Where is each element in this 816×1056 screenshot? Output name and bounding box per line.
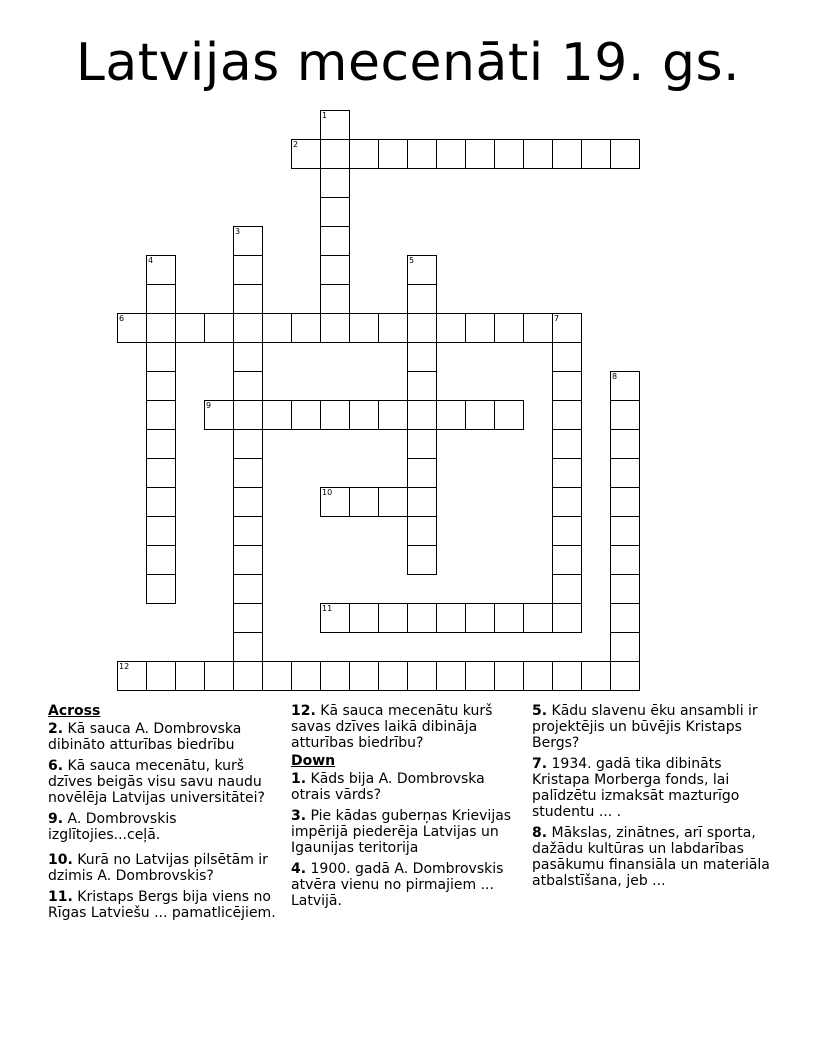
clue-number: 2.: [48, 721, 64, 737]
grid-cell: [320, 603, 350, 633]
grid-cell: [320, 110, 350, 140]
grid-cell: [291, 139, 321, 169]
grid-cell: [233, 371, 263, 401]
grid-cell: [175, 313, 205, 343]
grid-cell: [233, 661, 263, 691]
grid-cell: [552, 487, 582, 517]
clue-number: 8.: [532, 825, 548, 841]
clues-column-2: [291, 703, 523, 914]
grid-cell: [349, 313, 379, 343]
grid-cell: [262, 400, 292, 430]
grid-cell: [349, 487, 379, 517]
grid-cell: [146, 661, 176, 691]
clue-text: A. Dombrovskis izglītojies...ceļā.: [48, 811, 177, 843]
grid-cell: [233, 545, 263, 575]
grid-cell: [146, 400, 176, 430]
grid-cell: [610, 632, 640, 662]
grid-cell: [204, 313, 234, 343]
clue-text: Kristaps Bergs bija viens no Rīgas Latviešu ... pamatlicējiem.: [48, 889, 276, 921]
grid-cell: [465, 661, 495, 691]
grid-cell: [552, 342, 582, 372]
clue-number-label: 8: [612, 372, 618, 381]
grid-cell: [320, 313, 350, 343]
grid-cell: [320, 139, 350, 169]
grid-cell: [146, 313, 176, 343]
clue-number: 10.: [48, 852, 73, 868]
grid-cell: [349, 400, 379, 430]
grid-cell: [146, 255, 176, 285]
clue-down-1: [291, 771, 523, 803]
grid-cell: [436, 313, 466, 343]
grid-cell: [262, 661, 292, 691]
grid-cell: [610, 429, 640, 459]
clue-number: 7.: [532, 756, 548, 772]
grid-cell: [610, 545, 640, 575]
grid-cell: [494, 400, 524, 430]
grid-cell: [407, 255, 437, 285]
grid-cell: [552, 574, 582, 604]
grid-cell: [465, 313, 495, 343]
grid-cell: [233, 284, 263, 314]
clue-number-label: 7: [554, 314, 560, 323]
clue-number: 12.: [291, 703, 316, 719]
clue-text: 1900. gadā A. Dombrovskis atvēra vienu no pirmajiem ... Latvijā.: [291, 861, 504, 909]
page-title: Latvijas mecenāti 19. gs.: [75, 33, 741, 93]
clue-number-label: 2: [293, 140, 299, 149]
grid-cell: [407, 342, 437, 372]
grid-cell: [233, 632, 263, 662]
clues-column-1: [48, 703, 280, 926]
grid-cell: [233, 429, 263, 459]
clue-number-label: 3: [235, 227, 241, 236]
grid-cell: [146, 516, 176, 546]
across-header: Across: [48, 703, 101, 719]
grid-cell: [552, 661, 582, 691]
grid-cell: [378, 139, 408, 169]
grid-cell: [552, 458, 582, 488]
clue-across-6: [48, 758, 280, 806]
grid-cell: [262, 313, 292, 343]
grid-cell: [407, 545, 437, 575]
clue-number: 11.: [48, 889, 73, 905]
grid-cell: [146, 574, 176, 604]
clue-text: Kā sauca mecenātu kurš savas dzīves laikā dibināja atturības biedrību?: [291, 703, 493, 751]
grid-cell: [233, 342, 263, 372]
grid-cell: [233, 255, 263, 285]
grid-cell: [552, 400, 582, 430]
clue-number-label: 11: [322, 604, 333, 613]
grid-cell: [610, 661, 640, 691]
grid-cell: [523, 139, 553, 169]
grid-cell: [320, 226, 350, 256]
grid-cell: [523, 603, 553, 633]
grid-cell: [233, 313, 263, 343]
grid-cell: [233, 603, 263, 633]
grid-cell: [378, 487, 408, 517]
grid-cell: [494, 139, 524, 169]
grid-cell: [610, 487, 640, 517]
grid-cell: [204, 661, 234, 691]
grid-cell: [552, 313, 582, 343]
grid-cell: [117, 661, 147, 691]
grid-cell: [407, 139, 437, 169]
grid-cell: [552, 516, 582, 546]
grid-cell: [320, 284, 350, 314]
grid-cell: [320, 400, 350, 430]
clue-number-label: 9: [206, 401, 212, 410]
grid-cell: [494, 313, 524, 343]
grid-cell: [523, 661, 553, 691]
grid-cell: [610, 458, 640, 488]
grid-cell: [610, 139, 640, 169]
grid-cell: [494, 661, 524, 691]
grid-cell: [146, 545, 176, 575]
clue-number: 5.: [532, 703, 548, 719]
clue-down-5: [532, 703, 772, 751]
grid-cell: [552, 371, 582, 401]
grid-cell: [146, 371, 176, 401]
grid-cell: [378, 400, 408, 430]
clue-across-10: [48, 852, 280, 884]
grid-cell: [407, 516, 437, 546]
clue-across-2: [48, 721, 280, 753]
clue-number: 4.: [291, 861, 307, 877]
grid-cell: [407, 313, 437, 343]
clue-number: 6.: [48, 758, 64, 774]
grid-cell: [233, 458, 263, 488]
grid-cell: [146, 458, 176, 488]
grid-cell: [146, 342, 176, 372]
grid-cell: [349, 661, 379, 691]
grid-cell: [610, 400, 640, 430]
clue-text: Kurā no Latvijas pilsētām ir dzimis A. Dombrovskis?: [48, 852, 268, 884]
clue-text: Kādu slavenu ēku ansambli ir projektējis un būvējis Kristaps Bergs?: [532, 703, 758, 751]
grid-cell: [552, 545, 582, 575]
grid-cell: [378, 603, 408, 633]
clue-across-9: [48, 811, 280, 843]
grid-cell: [233, 400, 263, 430]
clue-across-11: [48, 889, 280, 921]
clue-text: Pie kādas guberņas Krievijas impērijā piederēja Latvijas un Igaunijas teritorija: [291, 808, 512, 856]
clue-down-7: [532, 756, 772, 820]
grid-cell: [407, 371, 437, 401]
clue-number: 3.: [291, 808, 307, 824]
down-header: Down: [291, 753, 336, 769]
grid-cell: [146, 487, 176, 517]
grid-cell: [233, 487, 263, 517]
grid-cell: [407, 487, 437, 517]
grid-cell: [407, 284, 437, 314]
clue-across-12: [291, 703, 523, 751]
grid-cell: [552, 429, 582, 459]
grid-cell: [436, 139, 466, 169]
clue-text: Kāds bija A. Dombrovska otrais vārds?: [291, 771, 485, 803]
grid-cell: [610, 574, 640, 604]
grid-cell: [407, 458, 437, 488]
grid-cell: [552, 139, 582, 169]
grid-cell: [581, 139, 611, 169]
grid-cell: [204, 400, 234, 430]
grid-cell: [407, 603, 437, 633]
clue-text: Kā sauca mecenātu, kurš dzīves beigās visu savu naudu novēlēja Latvijas universitātei?: [48, 758, 265, 806]
clue-down-8: [532, 825, 772, 889]
grid-cell: [233, 226, 263, 256]
clue-number-label: 6: [119, 314, 125, 323]
grid-cell: [552, 603, 582, 633]
grid-cell: [465, 603, 495, 633]
clue-number-label: 12: [119, 662, 130, 671]
clue-number: 9.: [48, 811, 64, 827]
grid-cell: [436, 400, 466, 430]
grid-cell: [291, 313, 321, 343]
grid-cell: [320, 661, 350, 691]
grid-cell: [436, 661, 466, 691]
grid-cell: [320, 168, 350, 198]
clue-text: Kā sauca A. Dombrovska dibināto atturības biedrību: [48, 721, 242, 753]
grid-cell: [610, 603, 640, 633]
grid-cell: [320, 255, 350, 285]
clue-text: 1934. gadā tika dibināts Kristapa Morberga fonds, lai palīdzētu izmaksāt mazturīgo studentu ... .: [532, 756, 740, 820]
grid-cell: [581, 661, 611, 691]
grid-cell: [146, 429, 176, 459]
grid-cell: [523, 313, 553, 343]
clues-column-3: [532, 703, 772, 894]
grid-cell: [175, 661, 205, 691]
grid-cell: [494, 603, 524, 633]
grid-cell: [233, 574, 263, 604]
grid-cell: [407, 400, 437, 430]
grid-cell: [407, 429, 437, 459]
grid-cell: [465, 400, 495, 430]
grid-cell: [436, 603, 466, 633]
clue-down-4: [291, 861, 523, 909]
clue-down-3: [291, 808, 523, 856]
grid-cell: [291, 400, 321, 430]
clue-number-label: 1: [322, 111, 328, 120]
clue-text: Mākslas, zinātnes, arī sporta, dažādu kultūras un labdarības pasākumu finansiāla un materiāla atbalstīšana, jeb ...: [532, 825, 770, 889]
clue-number-label: 10: [322, 488, 333, 497]
grid-cell: [378, 313, 408, 343]
grid-cell: [349, 139, 379, 169]
grid-cell: [610, 371, 640, 401]
clue-number-label: 5: [409, 256, 415, 265]
grid-cell: [146, 284, 176, 314]
clue-number: 1.: [291, 771, 307, 787]
grid-cell: [407, 661, 437, 691]
grid-cell: [233, 516, 263, 546]
clue-number-label: 4: [148, 256, 154, 265]
grid-cell: [291, 661, 321, 691]
grid-cell: [349, 603, 379, 633]
grid-cell: [378, 661, 408, 691]
grid-cell: [610, 516, 640, 546]
grid-cell: [320, 197, 350, 227]
grid-cell: [320, 487, 350, 517]
grid-cell: [117, 313, 147, 343]
grid-cell: [465, 139, 495, 169]
